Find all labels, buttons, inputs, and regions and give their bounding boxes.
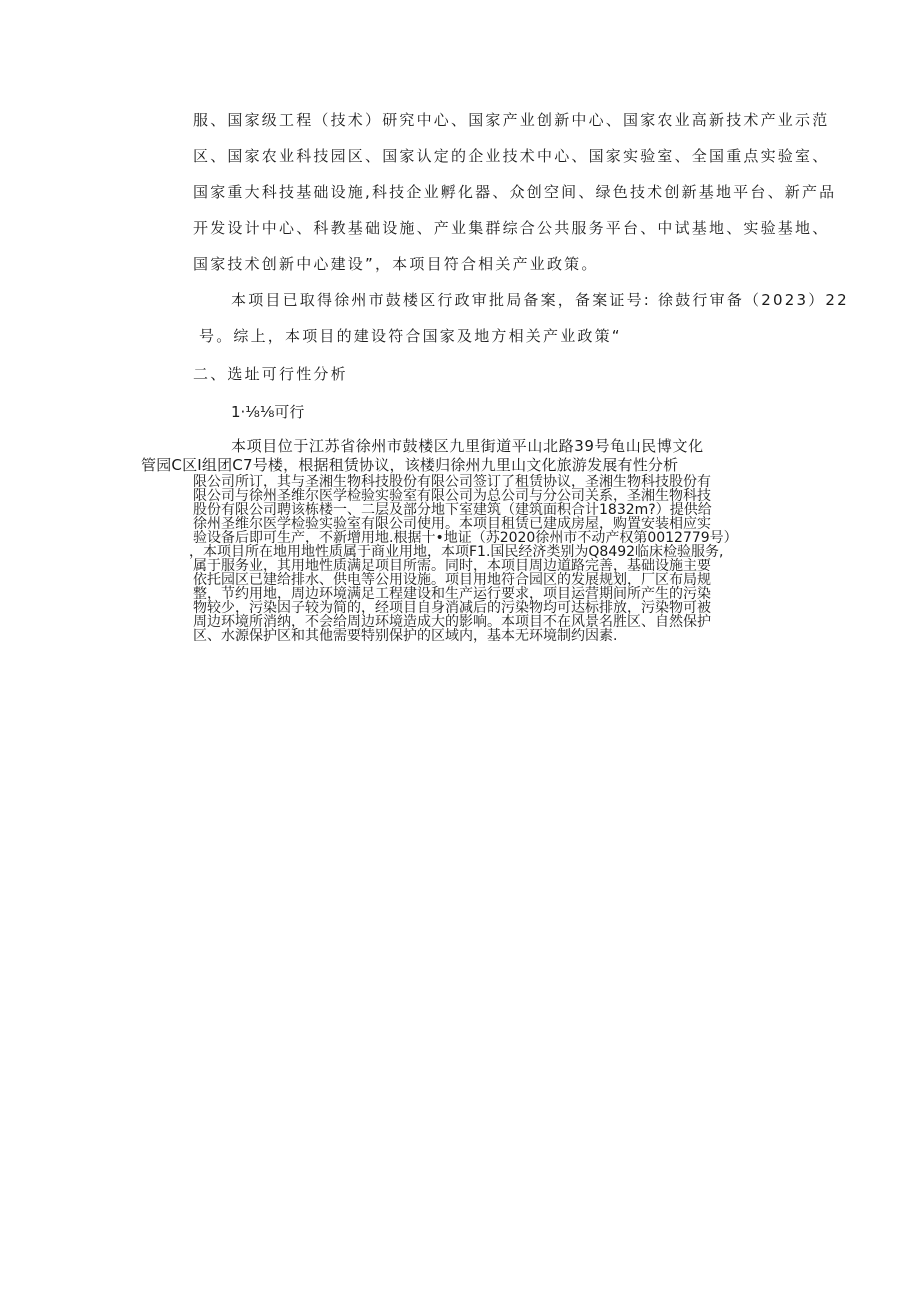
site-line-9: 属于服务业，其用地性质满足项目所需。同时，本项目周边道路完善，基础设施主要: [193, 558, 711, 574]
site-line-2: 管园C区I组团C7号楼，根据租赁协议，该楼归徐州九里山文化旅游发展有性分析: [141, 456, 679, 474]
subheading: 1·⅛⅛可行: [231, 403, 305, 421]
policy-line-3: 国家重大科技基础设施,科技企业孵化器、众创空间、绿色技术创新基地平台、新产品: [193, 183, 837, 201]
policy-line-1: 服、国家级工程（技术）研究中心、国家产业创新中心、国家农业高新技术产业示范: [193, 111, 830, 129]
site-line-8: ，本项目所在地用地性质属于商业用地，本项F1.国民经济类别为Q8492临床检验服务,: [189, 544, 724, 560]
policy-line-2: 区、国家农业科技园区、国家认定的企业技术中心、国家实验室、全国重点实验室、: [193, 147, 830, 165]
filing-line-1: 本项目已取得徐州市鼓楼区行政审批局备案，备案证号: 徐鼓行审备（2023）22: [231, 291, 849, 309]
policy-line-4: 开发设计中心、科教基础设施、产业集群综合公共服务平台、中试基地、实验基地、: [193, 219, 830, 237]
site-line-5: 股份有限公司聘该栋楼一、二层及部分地下室建筑（建筑面积合计1832m?）提供给: [193, 502, 712, 518]
section-heading: 二、选址可行性分析: [193, 365, 348, 383]
site-line-11: 整，节约用地，周边环境满足工程建设和生产运行要求，项目运营期间所产生的污染: [193, 586, 711, 602]
site-line-4: 限公司与徐州圣维尔医学检验实验室有限公司为总公司与分公司关系，圣湘生物科技: [193, 488, 711, 504]
site-line-3: 限公司所订，其与圣湘生物科技股份有限公司签订了租赁协议，圣湘生物科技股份有: [193, 474, 711, 490]
site-line-1: 本项目位于江苏省徐州市鼓楼区九里街道平山北路39号龟山民博文化: [231, 437, 704, 455]
site-line-12: 物较少，污染因子较为简的，经项目自身消减后的污染物均可达标排放，污染物可被: [193, 600, 711, 616]
site-line-7: 验设备后即可生产，不新增用地.根据十•地证（苏2020徐州市不动产权第0012779号）: [193, 530, 738, 546]
policy-line-5: 国家技术创新中心建设”，本项目符合相关产业政策。: [193, 255, 599, 273]
site-line-14: 区、水源保护区和其他需要特别保护的区域内，基本无环境制约因素.: [193, 628, 618, 644]
site-line-6: 徐州圣维尔医学检验实验室有限公司使用。本项目租赁已建成房屋，购置安装相应实: [193, 516, 711, 532]
site-line-10: 依托园区已建给排水、供电等公用设施。项目用地符合园区的发展规划，厂区布局规: [193, 572, 711, 588]
filing-line-2: 号。综上，本项目的建设符合国家及地方相关产业政策“: [199, 327, 622, 345]
site-line-13: 周边环境所消纳，不会给周边环境造成大的影响。本项目不在风景名胜区、自然保护: [193, 614, 711, 630]
